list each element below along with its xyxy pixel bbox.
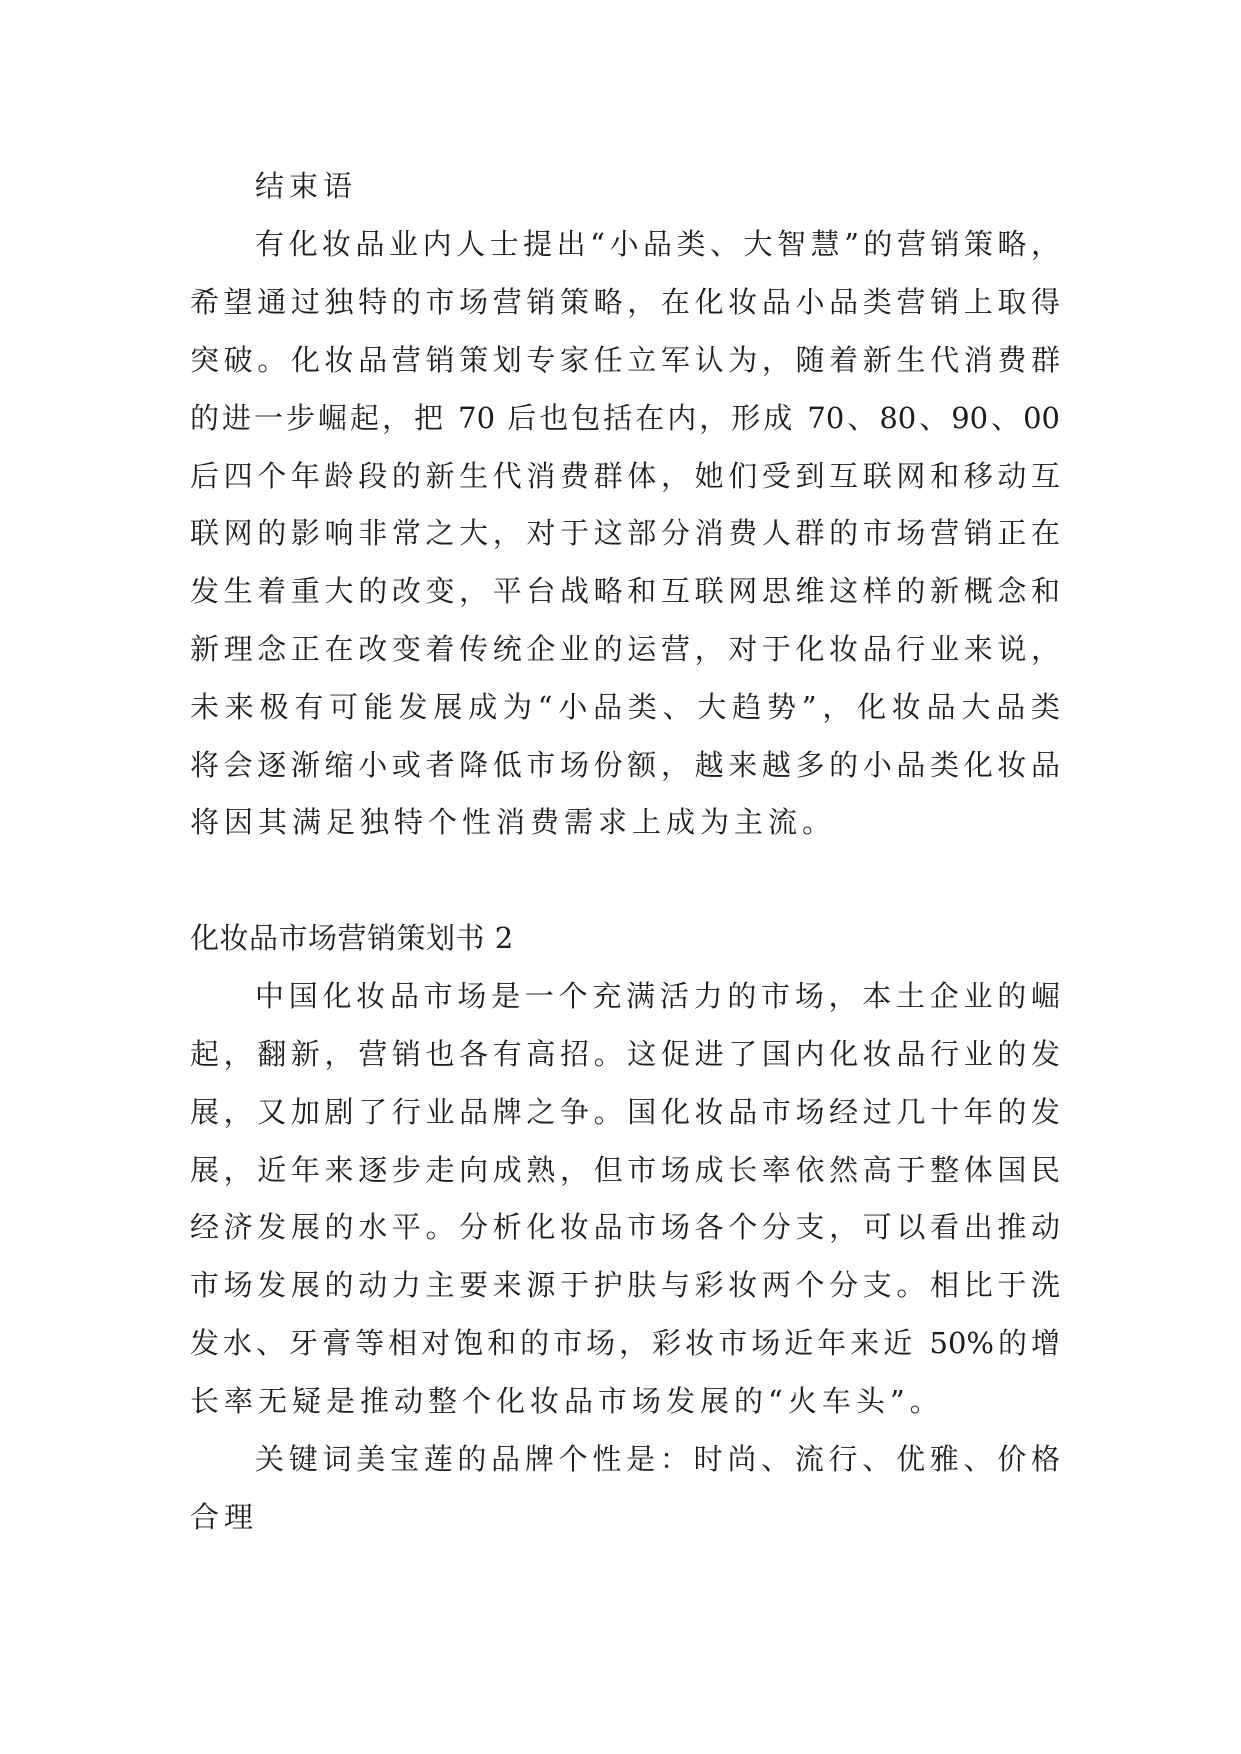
paragraph-line: 有化妆品业内人士提出“小品类、大智慧”的营销策略， [255, 227, 1060, 261]
paragraph-line: 经济发展的水平。分析化妆品市场各个分支，可以看出推动 [190, 1210, 1060, 1244]
paragraph-line: 关键词美宝莲的品牌个性是：时尚、流行、优雅、价格 [255, 1442, 1060, 1476]
paragraph-line: 中国化妆品市场是一个充满活力的市场，本土企业的崛 [255, 979, 1060, 1013]
section-heading: 化妆品市场营销策划书 2 [190, 921, 514, 955]
paragraph-line: 展，近年来逐步走向成熟，但市场成长率依然高于整体国民 [190, 1153, 1060, 1187]
paragraph-line: 希望通过独特的市场营销策略，在化妆品小品类营销上取得 [190, 285, 1060, 319]
paragraph-line: 长率无疑是推动整个化妆品市场发展的“火车头”。 [190, 1384, 944, 1418]
paragraph-line: 将因其满足独特个性消费需求上成为主流。 [190, 805, 837, 839]
paragraph-line: 合理 [190, 1500, 259, 1534]
paragraph-line: 后四个年龄段的新生代消费群体，她们受到互联网和移动互 [190, 459, 1060, 493]
paragraph-line: 未来极有可能发展成为“小品类、大趋势”，化妆品大品类 [190, 690, 1060, 724]
paragraph-line: 市场发展的动力主要来源于护肤与彩妆两个分支。相比于洗 [190, 1268, 1060, 1302]
paragraph-line: 将会逐渐缩小或者降低市场份额，越来越多的小品类化妆品 [190, 748, 1060, 782]
section-heading: 结束语 [255, 169, 358, 203]
paragraph-line: 起，翻新，营销也各有高招。这促进了国内化妆品行业的发 [190, 1037, 1060, 1071]
paragraph-line: 展，又加剧了行业品牌之争。国化妆品市场经过几十年的发 [190, 1095, 1060, 1129]
paragraph-line: 突破。化妆品营销策划专家任立军认为，随着新生代消费群 [190, 343, 1060, 377]
paragraph-line: 新理念正在改变着传统企业的运营，对于化妆品行业来说， [190, 632, 1060, 666]
paragraph-line: 发水、牙膏等相对饱和的市场，彩妆市场近年来近 50%的增 [190, 1326, 1060, 1360]
paragraph-line: 发生着重大的改变，平台战略和互联网思维这样的新概念和 [190, 574, 1060, 608]
paragraph-line: 联网的影响非常之大，对于这部分消费人群的市场营销正在 [190, 516, 1060, 550]
paragraph-line: 的进一步崛起，把 70 后也包括在内，形成 70、80、90、00 [190, 401, 1060, 435]
